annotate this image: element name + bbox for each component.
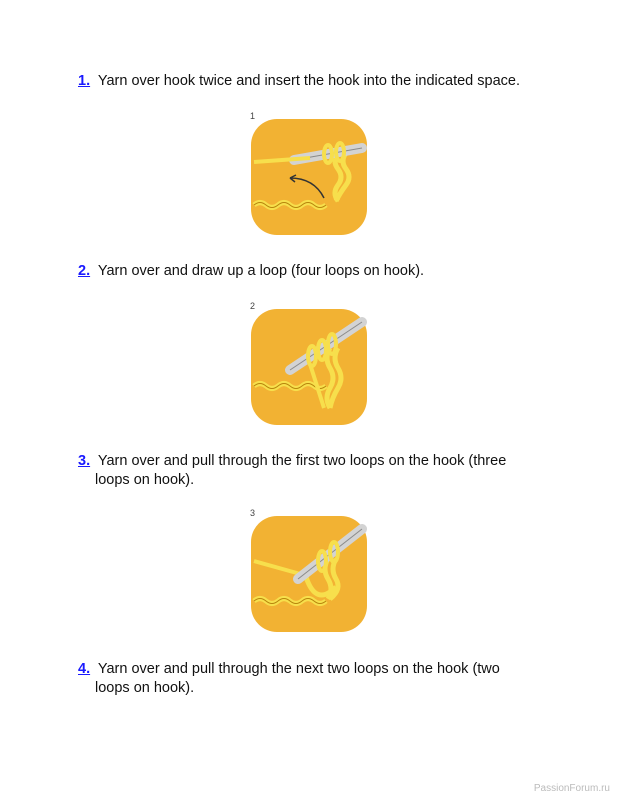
figure-3 bbox=[250, 508, 368, 634]
figure-2-label: 2 bbox=[250, 301, 256, 311]
step-4-text-continued: loops on hook). bbox=[95, 680, 195, 696]
figure-1 bbox=[250, 111, 368, 237]
figure-1-label: 1 bbox=[250, 111, 256, 121]
step-4-number-link[interactable]: 4. bbox=[78, 661, 91, 677]
watermark: PassionForum.ru bbox=[533, 783, 610, 794]
crochet-step-2-illustration bbox=[250, 308, 368, 426]
step-4-text: Yarn over and pull through the next two loops on the hook (two bbox=[97, 661, 500, 677]
step-2-number-link[interactable]: 2. bbox=[78, 263, 91, 279]
step-3-number-link[interactable]: 3. bbox=[78, 453, 91, 469]
step-1 bbox=[78, 72, 548, 91]
step-3-text: Yarn over and pull through the first two loops on the hook (three bbox=[97, 453, 507, 469]
step-4 bbox=[78, 660, 548, 698]
step-3 bbox=[78, 452, 548, 490]
figure-3-label: 3 bbox=[250, 508, 256, 518]
step-2 bbox=[78, 262, 548, 281]
figure-2 bbox=[250, 301, 368, 427]
step-2-text: Yarn over and draw up a loop (four loops on hook). bbox=[97, 263, 425, 279]
crochet-step-1-illustration bbox=[250, 118, 368, 236]
step-1-text: Yarn over hook twice and insert the hook into the indicated space. bbox=[97, 73, 520, 89]
step-1-number-link[interactable]: 1. bbox=[78, 73, 91, 89]
step-3-text-continued: loops on hook). bbox=[95, 472, 195, 488]
crochet-step-3-illustration bbox=[250, 515, 368, 633]
